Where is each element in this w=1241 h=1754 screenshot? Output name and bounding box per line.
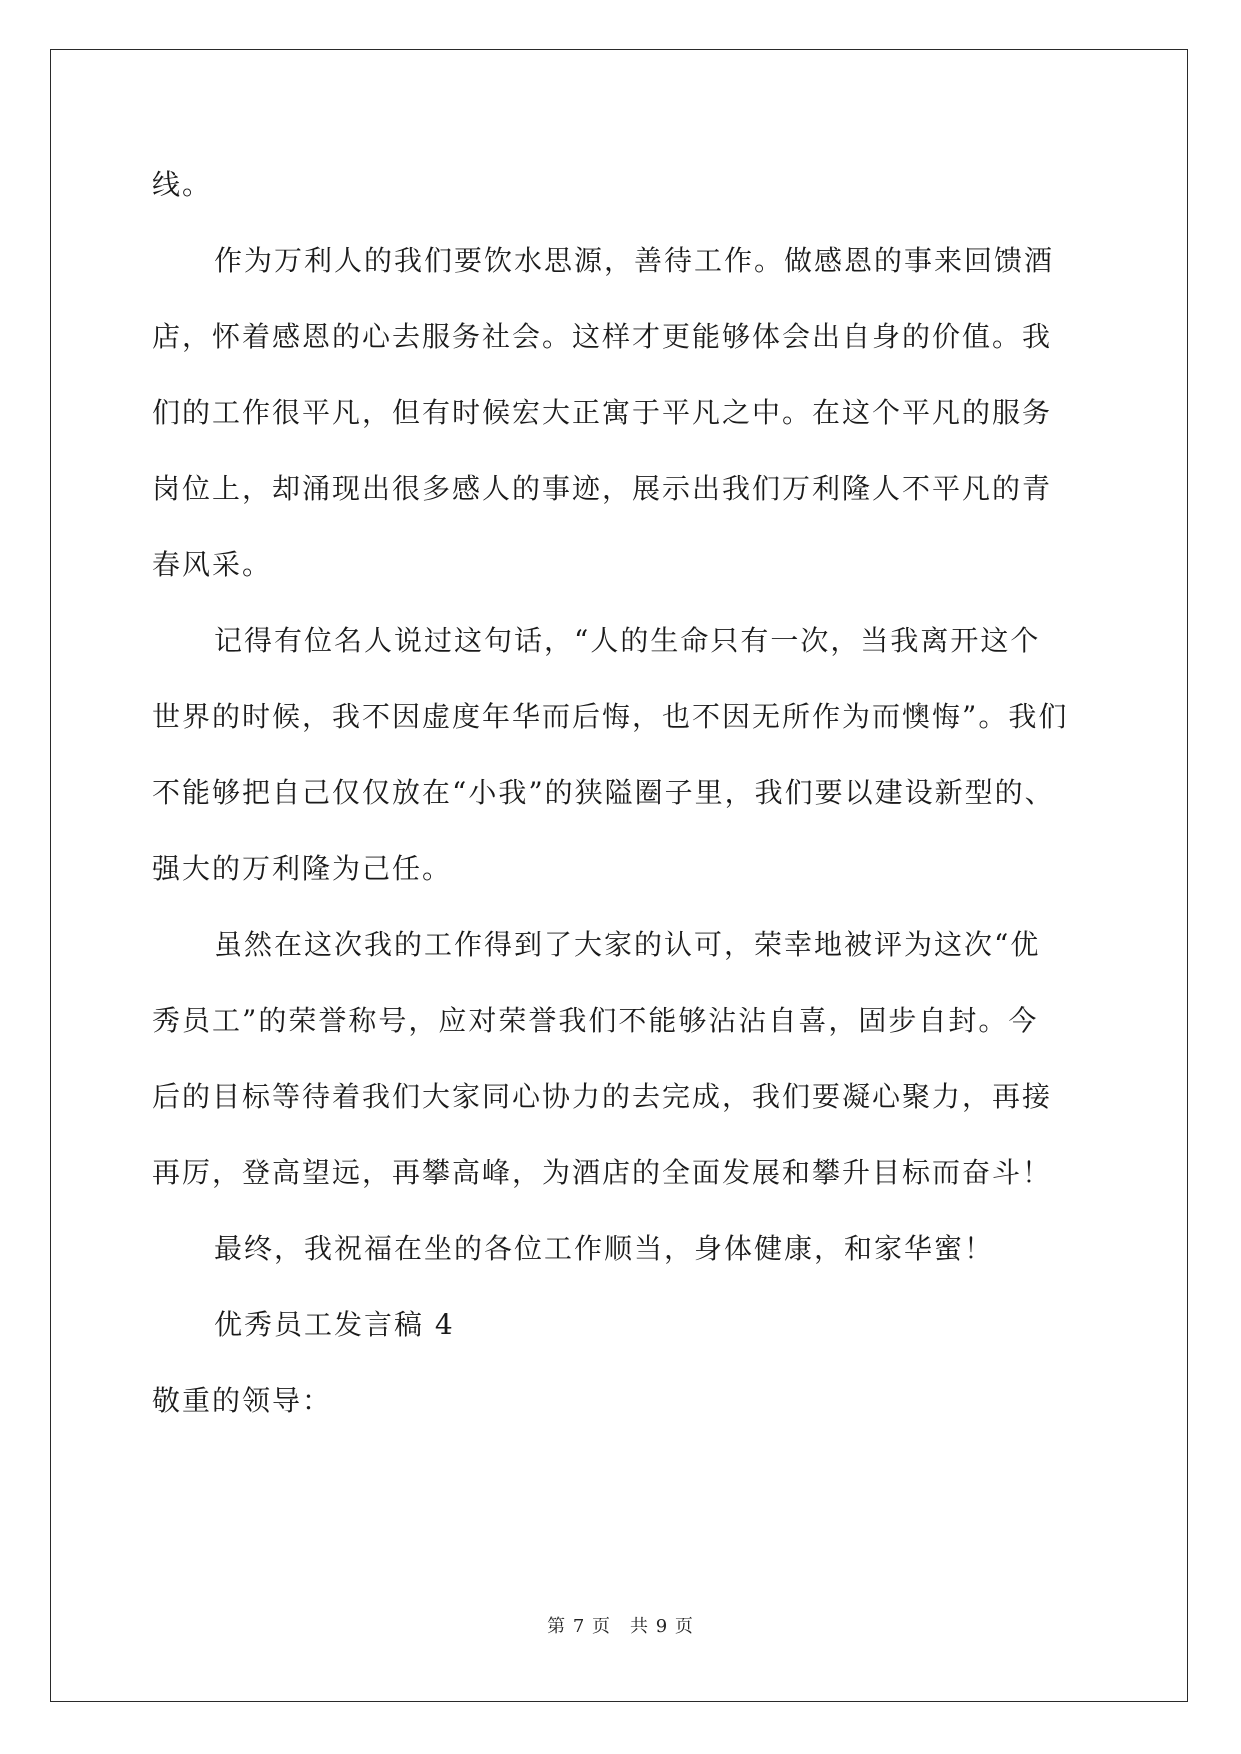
text-line: 春风采。 — [152, 548, 273, 581]
page-number-footer: 第 7 页 共 9 页 — [547, 1616, 694, 1637]
section-heading: 优秀员工发言稿 4 — [214, 1308, 455, 1341]
text-line: 强大的万利隆为己任。 — [152, 852, 453, 885]
text-line: 后的目标等待着我们大家同心协力的去完成，我们要凝心聚力，再接 — [152, 1080, 1053, 1113]
salutation: 敬重的领导： — [152, 1384, 333, 1417]
text-line: 世界的时候，我不因虚度年华而后悔，也不因无所作为而懊悔”。我们 — [152, 700, 1069, 733]
text-line: 线。 — [152, 168, 213, 201]
text-line: 再厉，登高望远，再攀高峰，为酒店的全面发展和攀升目标而奋斗！ — [152, 1156, 1053, 1189]
text-line: 不能够把自己仅仅放在“小我”的狭隘圈子里，我们要以建设新型的、 — [152, 776, 1055, 809]
text-line: 秀员工”的荣誉称号，应对荣誉我们不能够沾沾自喜，固步自封。今 — [152, 1004, 1039, 1037]
text-line: 们的工作很平凡，但有时候宏大正寓于平凡之中。在这个平凡的服务 — [152, 396, 1053, 429]
paragraph-start-line: 作为万利人的我们要饮水思源，善待工作。做感恩的事来回馈酒 — [214, 244, 1055, 277]
paragraph-start-line: 虽然在这次我的工作得到了大家的认可，荣幸地被评为这次“优 — [214, 928, 1041, 961]
paragraph-start-line: 最终，我祝福在坐的各位工作顺当，身体健康，和家华蜜！ — [214, 1232, 995, 1265]
text-line: 岗位上，却涌现出很多感人的事迹，展示出我们万利隆人不平凡的青 — [152, 472, 1053, 505]
paragraph-start-line: 记得有位名人说过这句话，“人的生命只有一次，当我离开这个 — [214, 624, 1041, 657]
text-line: 店，怀着感恩的心去服务社会。这样才更能够体会出自身的价值。我 — [152, 320, 1053, 353]
